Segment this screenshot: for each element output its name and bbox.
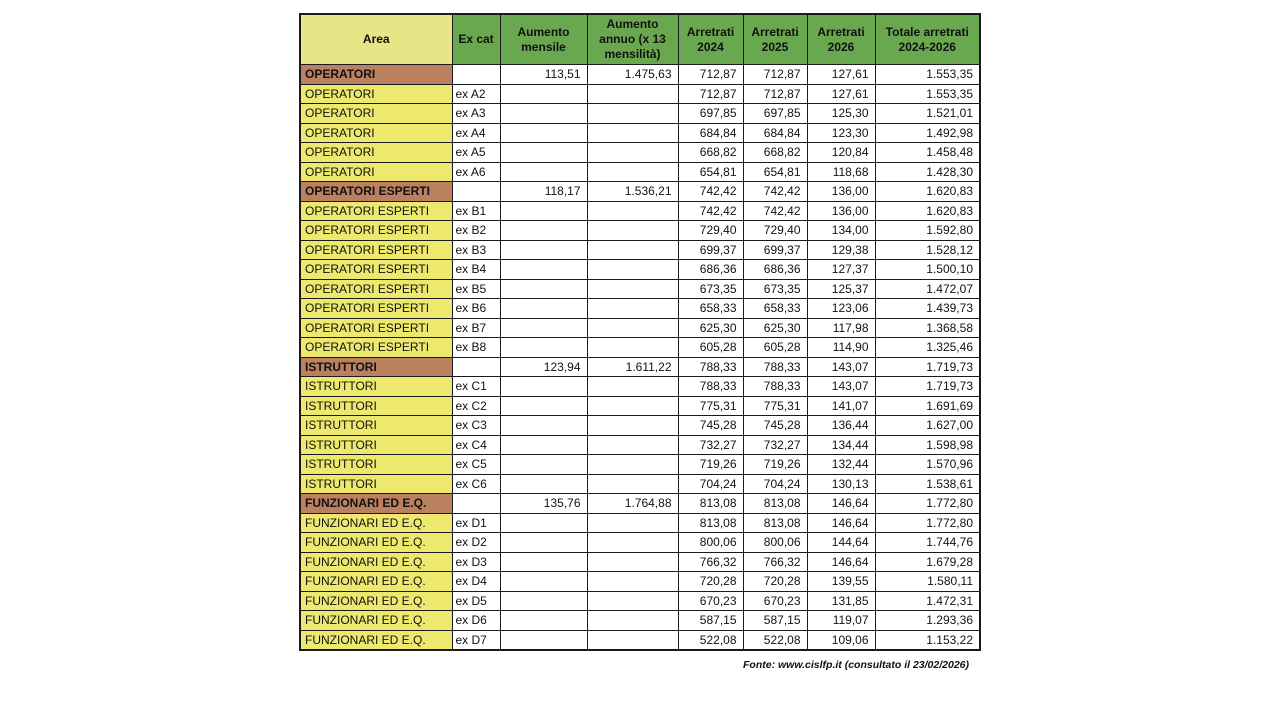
cell-aumento_mensile — [500, 572, 587, 592]
cell-area: OPERATORI — [300, 84, 452, 104]
cell-arr_2026: 114,90 — [807, 338, 875, 358]
cell-arr_2025: 745,28 — [743, 416, 807, 436]
cell-ex_cat: ex A4 — [452, 123, 500, 143]
cell-aumento_mensile — [500, 396, 587, 416]
cell-arr_2026: 146,64 — [807, 513, 875, 533]
table-row — [300, 377, 980, 397]
cell-arr_2024: 712,87 — [678, 84, 743, 104]
column-header-aumento_mensile: Aumento mensile — [500, 14, 587, 65]
table-row — [300, 630, 980, 650]
cell-area: FUNZIONARI ED E.Q. — [300, 572, 452, 592]
cell-arr_2024: 813,08 — [678, 513, 743, 533]
cell-arr_2025: 658,33 — [743, 299, 807, 319]
cell-arr_2024: 699,37 — [678, 240, 743, 260]
cell-aumento_mensile — [500, 533, 587, 553]
cell-arr_2025: 697,85 — [743, 104, 807, 124]
cell-arr_2024: 587,15 — [678, 611, 743, 631]
cell-arr_2025: 686,36 — [743, 260, 807, 280]
cell-area: FUNZIONARI ED E.Q. — [300, 591, 452, 611]
cell-area: OPERATORI — [300, 162, 452, 182]
table-row — [300, 318, 980, 338]
cell-ex_cat: ex B7 — [452, 318, 500, 338]
cell-arr_2026: 127,37 — [807, 260, 875, 280]
cell-totale: 1.500,10 — [875, 260, 980, 280]
cell-ex_cat: ex B5 — [452, 279, 500, 299]
cell-aumento_mensile — [500, 513, 587, 533]
cell-arr_2024: 658,33 — [678, 299, 743, 319]
table-row — [300, 84, 980, 104]
cell-ex_cat: ex B2 — [452, 221, 500, 241]
cell-arr_2025: 742,42 — [743, 201, 807, 221]
cell-ex_cat: ex D5 — [452, 591, 500, 611]
cell-arr_2025: 605,28 — [743, 338, 807, 358]
cell-arr_2026: 127,61 — [807, 65, 875, 85]
table-row — [300, 513, 980, 533]
cell-ex_cat: ex B4 — [452, 260, 500, 280]
cell-totale: 1.719,73 — [875, 357, 980, 377]
column-header-ex_cat: Ex cat — [452, 14, 500, 65]
column-header-arr_2024: Arretrati 2024 — [678, 14, 743, 65]
cell-arr_2024: 732,27 — [678, 435, 743, 455]
cell-arr_2024: 742,42 — [678, 201, 743, 221]
table-row — [300, 396, 980, 416]
cell-totale: 1.772,80 — [875, 494, 980, 514]
cell-area: OPERATORI ESPERTI — [300, 318, 452, 338]
cell-area: OPERATORI — [300, 123, 452, 143]
cell-aumento_annuo: 1.764,88 — [587, 494, 678, 514]
cell-totale: 1.439,73 — [875, 299, 980, 319]
cell-area: ISTRUTTORI — [300, 416, 452, 436]
cell-totale: 1.598,98 — [875, 435, 980, 455]
cell-arr_2024: 686,36 — [678, 260, 743, 280]
cell-area: OPERATORI ESPERTI — [300, 201, 452, 221]
cell-ex_cat: ex D1 — [452, 513, 500, 533]
cell-arr_2025: 729,40 — [743, 221, 807, 241]
table-row — [300, 416, 980, 436]
cell-area: FUNZIONARI ED E.Q. — [300, 611, 452, 631]
cell-ex_cat: ex D4 — [452, 572, 500, 592]
cell-aumento_mensile — [500, 123, 587, 143]
table-row — [300, 611, 980, 631]
cell-aumento_annuo — [587, 104, 678, 124]
cell-aumento_mensile: 135,76 — [500, 494, 587, 514]
table-row — [300, 338, 980, 358]
cell-aumento_mensile — [500, 84, 587, 104]
table-row — [300, 221, 980, 241]
cell-arr_2026: 143,07 — [807, 357, 875, 377]
cell-area: ISTRUTTORI — [300, 474, 452, 494]
cell-arr_2026: 120,84 — [807, 143, 875, 163]
cell-aumento_mensile — [500, 279, 587, 299]
cell-area: OPERATORI — [300, 65, 452, 85]
cell-arr_2024: 673,35 — [678, 279, 743, 299]
cell-aumento_annuo — [587, 455, 678, 475]
cell-arr_2025: 766,32 — [743, 552, 807, 572]
cell-area: FUNZIONARI ED E.Q. — [300, 513, 452, 533]
column-header-arr_2025: Arretrati 2025 — [743, 14, 807, 65]
cell-aumento_annuo — [587, 279, 678, 299]
cell-area: ISTRUTTORI — [300, 435, 452, 455]
table-row — [300, 143, 980, 163]
cell-arr_2024: 668,82 — [678, 143, 743, 163]
cell-aumento_annuo — [587, 143, 678, 163]
cell-arr_2026: 146,64 — [807, 552, 875, 572]
cell-ex_cat: ex B8 — [452, 338, 500, 358]
cell-arr_2025: 788,33 — [743, 357, 807, 377]
cell-aumento_mensile — [500, 240, 587, 260]
cell-aumento_annuo: 1.611,22 — [587, 357, 678, 377]
cell-aumento_annuo — [587, 572, 678, 592]
cell-totale: 1.592,80 — [875, 221, 980, 241]
table-row — [300, 299, 980, 319]
cell-arr_2024: 712,87 — [678, 65, 743, 85]
cell-area: OPERATORI ESPERTI — [300, 260, 452, 280]
cell-aumento_mensile — [500, 260, 587, 280]
cell-arr_2024: 788,33 — [678, 377, 743, 397]
table-row — [300, 552, 980, 572]
cell-arr_2026: 136,00 — [807, 182, 875, 202]
cell-totale: 1.719,73 — [875, 377, 980, 397]
cell-area: OPERATORI ESPERTI — [300, 338, 452, 358]
cell-ex_cat: ex B1 — [452, 201, 500, 221]
cell-arr_2024: 670,23 — [678, 591, 743, 611]
cell-arr_2026: 117,98 — [807, 318, 875, 338]
cell-totale: 1.521,01 — [875, 104, 980, 124]
cell-area: FUNZIONARI ED E.Q. — [300, 630, 452, 650]
cell-arr_2026: 119,07 — [807, 611, 875, 631]
cell-arr_2026: 134,00 — [807, 221, 875, 241]
cell-arr_2024: 719,26 — [678, 455, 743, 475]
column-header-aumento_annuo: Aumento annuo (x 13 mensilità) — [587, 14, 678, 65]
cell-arr_2025: 788,33 — [743, 377, 807, 397]
cell-aumento_mensile — [500, 611, 587, 631]
cell-aumento_mensile — [500, 318, 587, 338]
cell-area: OPERATORI ESPERTI — [300, 221, 452, 241]
cell-arr_2025: 720,28 — [743, 572, 807, 592]
cell-ex_cat: ex B6 — [452, 299, 500, 319]
cell-aumento_mensile — [500, 377, 587, 397]
cell-arr_2026: 131,85 — [807, 591, 875, 611]
table-row — [300, 240, 980, 260]
cell-area: FUNZIONARI ED E.Q. — [300, 494, 452, 514]
cell-arr_2025: 673,35 — [743, 279, 807, 299]
cell-arr_2025: 587,15 — [743, 611, 807, 631]
cell-arr_2025: 699,37 — [743, 240, 807, 260]
cell-aumento_annuo — [587, 84, 678, 104]
column-header-totale: Totale arretrati 2024-2026 — [875, 14, 980, 65]
cell-aumento_annuo — [587, 513, 678, 533]
cell-arr_2026: 136,44 — [807, 416, 875, 436]
cell-arr_2026: 129,38 — [807, 240, 875, 260]
cell-arr_2025: 742,42 — [743, 182, 807, 202]
cell-arr_2026: 136,00 — [807, 201, 875, 221]
cell-arr_2026: 109,06 — [807, 630, 875, 650]
cell-aumento_mensile — [500, 162, 587, 182]
column-header-arr_2026: Arretrati 2026 — [807, 14, 875, 65]
cell-arr_2024: 800,06 — [678, 533, 743, 553]
arretrati-table-container — [299, 13, 981, 671]
cell-aumento_mensile — [500, 474, 587, 494]
table-row — [300, 474, 980, 494]
cell-totale: 1.570,96 — [875, 455, 980, 475]
cell-aumento_annuo — [587, 318, 678, 338]
cell-aumento_annuo — [587, 338, 678, 358]
cell-totale: 1.538,61 — [875, 474, 980, 494]
cell-arr_2024: 788,33 — [678, 357, 743, 377]
cell-area: OPERATORI ESPERTI — [300, 299, 452, 319]
cell-area: OPERATORI ESPERTI — [300, 240, 452, 260]
cell-aumento_annuo — [587, 260, 678, 280]
cell-totale: 1.772,80 — [875, 513, 980, 533]
cell-aumento_annuo — [587, 416, 678, 436]
cell-ex_cat: ex C3 — [452, 416, 500, 436]
cell-arr_2024: 729,40 — [678, 221, 743, 241]
cell-ex_cat — [452, 357, 500, 377]
cell-ex_cat: ex A6 — [452, 162, 500, 182]
cell-aumento_mensile: 123,94 — [500, 357, 587, 377]
cell-ex_cat: ex D6 — [452, 611, 500, 631]
cell-totale: 1.744,76 — [875, 533, 980, 553]
cell-arr_2026: 130,13 — [807, 474, 875, 494]
cell-ex_cat: ex C6 — [452, 474, 500, 494]
cell-totale: 1.458,48 — [875, 143, 980, 163]
cell-aumento_mensile: 113,51 — [500, 65, 587, 85]
cell-arr_2026: 132,44 — [807, 455, 875, 475]
cell-aumento_annuo — [587, 435, 678, 455]
cell-arr_2024: 813,08 — [678, 494, 743, 514]
cell-area: OPERATORI — [300, 143, 452, 163]
cell-ex_cat: ex D3 — [452, 552, 500, 572]
cell-aumento_mensile — [500, 299, 587, 319]
cell-area: OPERATORI ESPERTI — [300, 182, 452, 202]
cell-arr_2025: 712,87 — [743, 84, 807, 104]
cell-arr_2025: 704,24 — [743, 474, 807, 494]
table-row — [300, 435, 980, 455]
cell-ex_cat — [452, 65, 500, 85]
cell-aumento_annuo — [587, 591, 678, 611]
cell-arr_2024: 684,84 — [678, 123, 743, 143]
cell-aumento_annuo: 1.536,21 — [587, 182, 678, 202]
cell-aumento_mensile — [500, 201, 587, 221]
cell-area: OPERATORI — [300, 104, 452, 124]
cell-totale: 1.472,07 — [875, 279, 980, 299]
cell-arr_2025: 668,82 — [743, 143, 807, 163]
cell-totale: 1.492,98 — [875, 123, 980, 143]
cell-totale: 1.620,83 — [875, 201, 980, 221]
cell-aumento_annuo — [587, 552, 678, 572]
cell-totale: 1.580,11 — [875, 572, 980, 592]
cell-ex_cat — [452, 494, 500, 514]
cell-arr_2025: 684,84 — [743, 123, 807, 143]
cell-totale: 1.553,35 — [875, 84, 980, 104]
cell-totale: 1.368,58 — [875, 318, 980, 338]
cell-area: ISTRUTTORI — [300, 377, 452, 397]
table-row — [300, 104, 980, 124]
cell-arr_2025: 813,08 — [743, 494, 807, 514]
cell-ex_cat: ex C1 — [452, 377, 500, 397]
table-row — [300, 279, 980, 299]
cell-arr_2026: 143,07 — [807, 377, 875, 397]
cell-aumento_mensile — [500, 104, 587, 124]
cell-aumento_annuo — [587, 123, 678, 143]
cell-arr_2026: 134,44 — [807, 435, 875, 455]
cell-ex_cat: ex D7 — [452, 630, 500, 650]
table-row — [300, 591, 980, 611]
cell-arr_2024: 522,08 — [678, 630, 743, 650]
cell-ex_cat: ex A5 — [452, 143, 500, 163]
cell-ex_cat: ex C4 — [452, 435, 500, 455]
cell-totale: 1.528,12 — [875, 240, 980, 260]
cell-aumento_annuo — [587, 611, 678, 631]
cell-aumento_mensile: 118,17 — [500, 182, 587, 202]
cell-arr_2024: 704,24 — [678, 474, 743, 494]
table-row — [300, 162, 980, 182]
cell-aumento_annuo — [587, 162, 678, 182]
cell-arr_2024: 745,28 — [678, 416, 743, 436]
cell-arr_2024: 775,31 — [678, 396, 743, 416]
cell-totale: 1.293,36 — [875, 611, 980, 631]
cell-arr_2026: 118,68 — [807, 162, 875, 182]
cell-totale: 1.679,28 — [875, 552, 980, 572]
cell-aumento_annuo — [587, 396, 678, 416]
cell-arr_2026: 139,55 — [807, 572, 875, 592]
cell-arr_2025: 775,31 — [743, 396, 807, 416]
cell-ex_cat: ex C2 — [452, 396, 500, 416]
cell-totale: 1.325,46 — [875, 338, 980, 358]
cell-aumento_annuo — [587, 377, 678, 397]
cell-arr_2025: 800,06 — [743, 533, 807, 553]
cell-arr_2026: 141,07 — [807, 396, 875, 416]
cell-aumento_mensile — [500, 435, 587, 455]
cell-ex_cat — [452, 182, 500, 202]
cell-totale: 1.553,35 — [875, 65, 980, 85]
cell-area: FUNZIONARI ED E.Q. — [300, 533, 452, 553]
cell-arr_2025: 813,08 — [743, 513, 807, 533]
table-header-row — [300, 14, 980, 65]
cell-aumento_mensile — [500, 591, 587, 611]
cell-ex_cat: ex D2 — [452, 533, 500, 553]
arretrati-table — [299, 13, 981, 651]
cell-arr_2026: 123,06 — [807, 299, 875, 319]
table-row — [300, 123, 980, 143]
cell-aumento_mensile — [500, 221, 587, 241]
cell-arr_2025: 625,30 — [743, 318, 807, 338]
cell-aumento_annuo — [587, 533, 678, 553]
table-row — [300, 572, 980, 592]
cell-totale: 1.627,00 — [875, 416, 980, 436]
cell-arr_2024: 697,85 — [678, 104, 743, 124]
cell-arr_2025: 732,27 — [743, 435, 807, 455]
cell-aumento_mensile — [500, 416, 587, 436]
cell-area: ISTRUTTORI — [300, 396, 452, 416]
cell-arr_2026: 123,30 — [807, 123, 875, 143]
cell-area: ISTRUTTORI — [300, 455, 452, 475]
cell-arr_2026: 125,37 — [807, 279, 875, 299]
cell-aumento_annuo — [587, 474, 678, 494]
group-row — [300, 182, 980, 202]
cell-area: ISTRUTTORI — [300, 357, 452, 377]
cell-ex_cat: ex B3 — [452, 240, 500, 260]
cell-aumento_annuo — [587, 299, 678, 319]
cell-aumento_mensile — [500, 338, 587, 358]
cell-aumento_mensile — [500, 552, 587, 572]
cell-ex_cat: ex C5 — [452, 455, 500, 475]
table-body — [300, 65, 980, 650]
cell-arr_2025: 522,08 — [743, 630, 807, 650]
cell-aumento_annuo — [587, 240, 678, 260]
table-row — [300, 455, 980, 475]
cell-arr_2026: 144,64 — [807, 533, 875, 553]
cell-arr_2025: 654,81 — [743, 162, 807, 182]
cell-aumento_mensile — [500, 455, 587, 475]
cell-arr_2026: 146,64 — [807, 494, 875, 514]
cell-arr_2026: 125,30 — [807, 104, 875, 124]
cell-arr_2025: 670,23 — [743, 591, 807, 611]
cell-totale: 1.153,22 — [875, 630, 980, 650]
cell-arr_2024: 654,81 — [678, 162, 743, 182]
table-row — [300, 260, 980, 280]
cell-arr_2024: 742,42 — [678, 182, 743, 202]
table-row — [300, 201, 980, 221]
group-row — [300, 494, 980, 514]
cell-totale: 1.691,69 — [875, 396, 980, 416]
cell-area: FUNZIONARI ED E.Q. — [300, 552, 452, 572]
cell-arr_2024: 605,28 — [678, 338, 743, 358]
cell-arr_2024: 720,28 — [678, 572, 743, 592]
cell-arr_2025: 719,26 — [743, 455, 807, 475]
cell-arr_2026: 127,61 — [807, 84, 875, 104]
table-row — [300, 533, 980, 553]
group-row — [300, 357, 980, 377]
column-header-area: Area — [300, 14, 452, 65]
cell-totale: 1.472,31 — [875, 591, 980, 611]
cell-aumento_mensile — [500, 143, 587, 163]
cell-aumento_annuo: 1.475,63 — [587, 65, 678, 85]
cell-arr_2024: 766,32 — [678, 552, 743, 572]
cell-aumento_annuo — [587, 201, 678, 221]
cell-ex_cat: ex A2 — [452, 84, 500, 104]
cell-ex_cat: ex A3 — [452, 104, 500, 124]
cell-area: OPERATORI ESPERTI — [300, 279, 452, 299]
cell-totale: 1.620,83 — [875, 182, 980, 202]
cell-arr_2025: 712,87 — [743, 65, 807, 85]
cell-aumento_mensile — [500, 630, 587, 650]
group-row — [300, 65, 980, 85]
cell-arr_2024: 625,30 — [678, 318, 743, 338]
source-note: Fonte: www.cislfp.it (consultato il 23/02/2026) — [743, 658, 969, 671]
cell-totale: 1.428,30 — [875, 162, 980, 182]
cell-aumento_annuo — [587, 630, 678, 650]
cell-aumento_annuo — [587, 221, 678, 241]
